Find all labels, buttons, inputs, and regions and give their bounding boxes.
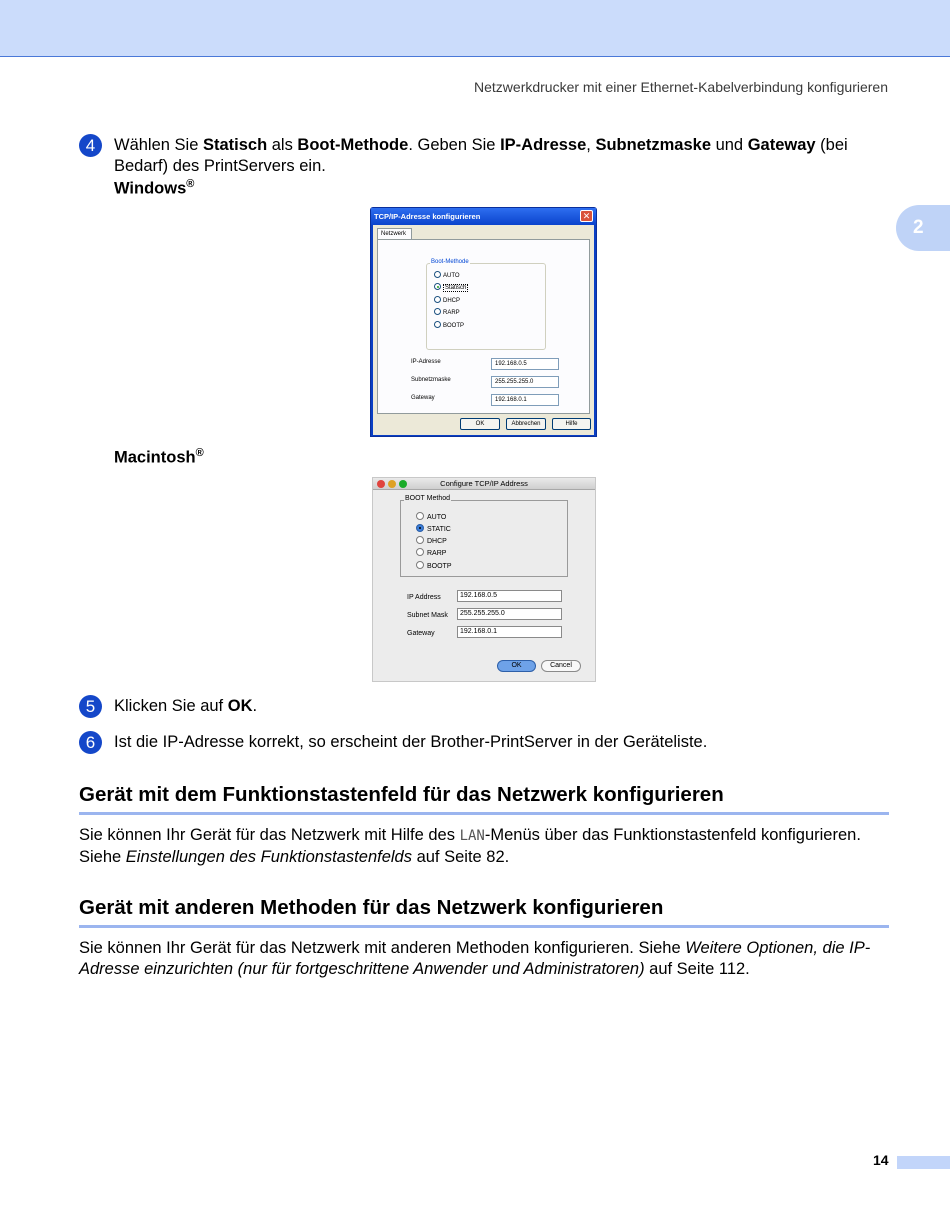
ip-address-label: IP Address (407, 594, 441, 601)
radio-dhcp[interactable] (416, 536, 447, 546)
step-text (114, 696, 894, 717)
label-text: Macintosh (114, 448, 196, 467)
mac-dialog (372, 477, 596, 682)
zoom-icon[interactable] (399, 480, 407, 488)
footer-bar (897, 1156, 950, 1169)
subnet-mask-field[interactable]: 255.255.255.0 (491, 376, 559, 388)
group-title: BOOT Method (405, 495, 451, 502)
text: und (711, 136, 748, 154)
group-title: Boot-Methode (431, 259, 469, 265)
radio-label: Statisch (445, 285, 467, 291)
menu-name: LAN (459, 828, 485, 844)
dialog-title: Configure TCP/IP Address (440, 479, 528, 488)
radio-rarp[interactable] (434, 308, 460, 317)
radio-bootp[interactable] (416, 561, 452, 571)
ip-address-label: IP-Adresse (411, 359, 441, 365)
dialog-body (373, 225, 594, 435)
section-heading: Gerät mit anderen Methoden für das Netzwerk konfigurieren (79, 896, 889, 928)
cancel-button[interactable]: Cancel (541, 660, 581, 672)
gateway-label: Gateway (407, 630, 435, 637)
radio-bootp[interactable] (434, 321, 464, 330)
text: als (267, 136, 298, 154)
radio-icon (416, 561, 424, 569)
ok-button[interactable]: OK (497, 660, 536, 672)
gateway-field[interactable]: 192.168.0.1 (457, 626, 562, 638)
radio-selected-icon (434, 283, 441, 290)
text: Siehe (79, 848, 126, 866)
section-paragraph (79, 938, 891, 980)
help-button[interactable]: Hilfe (552, 418, 591, 430)
bold-term: OK (227, 697, 253, 715)
cancel-button[interactable]: Abbrechen (506, 418, 546, 430)
section-heading: Gerät mit dem Funktionstastenfeld für das Netzwerk konfigurieren (79, 783, 889, 815)
radio-label: BOOTP (443, 323, 465, 329)
text: Sie können Ihr Gerät für das Netzwerk mit anderen Methoden konfigurieren. Siehe (79, 939, 686, 957)
subnet-mask-label: Subnet Mask (407, 612, 448, 619)
macintosh-label (114, 447, 204, 468)
chapter-tab: 2 (896, 205, 950, 251)
radio-label: BOOTP (427, 563, 452, 570)
bold-term: Subnetzmaske (595, 136, 711, 154)
section-paragraph (79, 825, 891, 868)
text: Klicken Sie auf (114, 697, 228, 715)
ip-address-field[interactable]: 192.168.0.5 (457, 590, 562, 602)
text: . Geben Sie (408, 136, 501, 154)
radio-auto[interactable] (434, 271, 460, 280)
radio-icon (416, 512, 424, 520)
radio-selected-icon (416, 524, 424, 532)
cross-reference[interactable]: Weitere Optionen, die IP- (685, 939, 871, 957)
step-text (114, 135, 894, 177)
close-icon[interactable] (377, 480, 385, 488)
header-band (0, 0, 950, 57)
tab-netzwerk[interactable]: Netzwerk (377, 228, 412, 240)
radio-icon (416, 536, 424, 544)
cross-reference[interactable]: Einstellungen des Funktionstastenfelds (125, 848, 412, 866)
radio-dhcp[interactable] (434, 296, 460, 305)
dialog-titlebar (373, 478, 595, 490)
bold-term: Gateway (747, 136, 816, 154)
gateway-label: Gateway (411, 395, 435, 401)
radio-label: AUTO (443, 273, 460, 279)
text: auf Seite 82. (411, 848, 510, 866)
radio-label: STATIC (427, 526, 451, 533)
bold-term: IP-Adresse (500, 136, 587, 154)
radio-icon (434, 296, 441, 303)
page-number: 14 (873, 1152, 889, 1168)
text: -Menüs über das Funktionstastenfeld konfigurieren. (484, 826, 861, 844)
boot-method-group (426, 259, 546, 350)
radio-label: DHCP (427, 538, 447, 545)
text: (bei (815, 136, 848, 154)
bold-term: Statisch (202, 136, 268, 154)
gateway-field[interactable]: 192.168.0.1 (491, 394, 559, 406)
bold-term: Boot-Methode (297, 136, 409, 154)
subnet-mask-field[interactable]: 255.255.255.0 (457, 608, 562, 620)
boot-method-group (400, 495, 568, 577)
radio-icon (434, 308, 441, 315)
radio-label: DHCP (443, 298, 461, 304)
subnet-mask-label: Subnetzmaske (411, 377, 451, 383)
ok-button[interactable]: OK (460, 418, 500, 430)
radio-label: RARP (427, 550, 447, 557)
label-text: Windows (114, 179, 187, 198)
step-text: Ist die IP-Adresse korrekt, so erscheint der Brother-PrintServer in der Geräteliste. (114, 733, 708, 751)
text: Bedarf) des PrintServers ein. (114, 157, 326, 175)
minimize-icon[interactable] (388, 480, 396, 488)
registered-mark: ® (195, 447, 204, 459)
registered-mark: ® (186, 178, 195, 190)
radio-statisch[interactable] (434, 283, 468, 292)
text: . (252, 697, 258, 715)
dialog-title: TCP/IP-Adresse konfigurieren (371, 208, 596, 225)
text: auf Seite 112. (644, 960, 750, 978)
text: Sie können Ihr Gerät für das Netzwerk mit Hilfe des (79, 826, 460, 844)
ip-address-field[interactable]: 192.168.0.5 (491, 358, 559, 370)
radio-label: AUTO (427, 514, 447, 521)
close-icon[interactable]: ✕ (580, 210, 593, 222)
step-number: 6 (79, 731, 102, 754)
radio-static[interactable] (416, 524, 451, 534)
step-number: 4 (79, 134, 102, 157)
running-header: Netzwerkdrucker mit einer Ethernet-Kabelverbindung konfigurieren (474, 79, 888, 95)
radio-auto[interactable] (416, 512, 446, 522)
tab-panel (377, 239, 590, 414)
radio-icon (416, 548, 424, 556)
text: , (586, 136, 596, 154)
radio-rarp[interactable] (416, 548, 446, 558)
step-number: 5 (79, 695, 102, 718)
windows-label (114, 178, 194, 199)
cross-reference[interactable]: Adresse einzurichten (nur für fortgeschrittene Anwender und Administratoren) (79, 960, 645, 978)
windows-dialog (370, 207, 597, 437)
radio-label: RARP (443, 310, 460, 316)
text: Wählen Sie (114, 136, 203, 154)
radio-icon (434, 271, 441, 278)
radio-icon (434, 321, 441, 328)
